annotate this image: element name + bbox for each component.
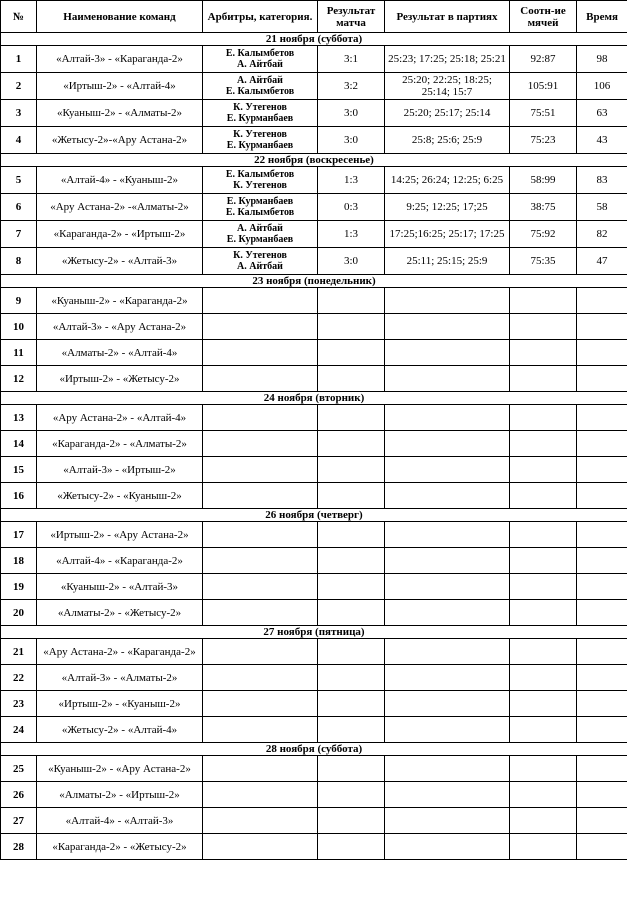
match-result xyxy=(318,756,385,782)
header-teams: Наименование команд xyxy=(37,1,203,33)
match-set-scores: 25:20; 25:17; 25:14 xyxy=(385,100,510,127)
match-ball-ratio xyxy=(510,340,577,366)
match-time xyxy=(577,522,627,548)
match-teams: «Иртыш-2» - «Куаныш-2» xyxy=(37,691,203,717)
match-set-scores xyxy=(385,457,510,483)
match-row xyxy=(1,340,627,366)
match-number: 5 xyxy=(1,167,37,194)
match-set-scores: 25:11; 25:15; 25:9 xyxy=(385,248,510,275)
header-referees: Арбитры, категория. xyxy=(203,1,318,33)
day-label: 23 ноября (понедельник) xyxy=(1,275,627,288)
match-referees xyxy=(203,717,318,743)
match-number: 11 xyxy=(1,340,37,366)
match-referees xyxy=(203,366,318,392)
match-row xyxy=(1,665,627,691)
match-teams: «Иртыш-2» - «Алтай-4» xyxy=(37,73,203,100)
match-time xyxy=(577,288,627,314)
match-set-scores xyxy=(385,665,510,691)
match-set-scores xyxy=(385,691,510,717)
match-referees xyxy=(203,756,318,782)
match-referees xyxy=(203,288,318,314)
match-number: 25 xyxy=(1,756,37,782)
match-time xyxy=(577,691,627,717)
referee-name: Е. Калымбетов xyxy=(225,86,295,97)
match-ball-ratio: 75:23 xyxy=(510,127,577,154)
match-teams: «Иртыш-2» - «Жетысу-2» xyxy=(37,366,203,392)
match-number: 1 xyxy=(1,46,37,73)
referee-name: А. Айтбай xyxy=(237,261,283,272)
match-number: 9 xyxy=(1,288,37,314)
match-ball-ratio xyxy=(510,756,577,782)
match-result: 3:0 xyxy=(318,100,385,127)
match-referees xyxy=(203,46,318,73)
match-row xyxy=(1,167,627,194)
match-result xyxy=(318,366,385,392)
match-ball-ratio: 92:87 xyxy=(510,46,577,73)
match-set-scores: 17:25;16:25; 25:17; 17:25 xyxy=(385,221,510,248)
match-set-scores xyxy=(385,782,510,808)
referee-name: Е. Курманбаев xyxy=(226,196,294,207)
match-time: 82 xyxy=(577,221,627,248)
match-row xyxy=(1,194,627,221)
day-header-row xyxy=(1,743,627,756)
match-row xyxy=(1,431,627,457)
match-referees xyxy=(203,834,318,860)
match-set-scores xyxy=(385,288,510,314)
match-teams: «Караганда-2» - «Алматы-2» xyxy=(37,431,203,457)
match-ball-ratio xyxy=(510,782,577,808)
match-referees xyxy=(203,782,318,808)
match-referees xyxy=(203,221,318,248)
match-number: 12 xyxy=(1,366,37,392)
day-label: 27 ноября (пятница) xyxy=(1,626,627,639)
match-time xyxy=(577,782,627,808)
match-result xyxy=(318,808,385,834)
match-referees xyxy=(203,73,318,100)
match-result xyxy=(318,600,385,626)
match-referees xyxy=(203,167,318,194)
match-set-scores: 25:8; 25:6; 25:9 xyxy=(385,127,510,154)
match-row xyxy=(1,46,627,73)
match-result: 3:1 xyxy=(318,46,385,73)
match-time: 98 xyxy=(577,46,627,73)
match-ball-ratio xyxy=(510,548,577,574)
match-referees xyxy=(203,100,318,127)
match-time xyxy=(577,834,627,860)
match-teams: «Алтай-3» - «Иртыш-2» xyxy=(37,457,203,483)
match-row xyxy=(1,221,627,248)
match-number: 16 xyxy=(1,483,37,509)
match-number: 26 xyxy=(1,782,37,808)
match-row xyxy=(1,717,627,743)
match-number: 20 xyxy=(1,600,37,626)
referee-name: Е. Калымбетов xyxy=(225,207,295,218)
header-result: Результат матча xyxy=(318,1,385,33)
match-teams: «Ару Астана-2» - «Караганда-2» xyxy=(37,639,203,665)
match-time xyxy=(577,457,627,483)
match-time: 43 xyxy=(577,127,627,154)
match-result xyxy=(318,691,385,717)
match-ball-ratio xyxy=(510,288,577,314)
match-time xyxy=(577,431,627,457)
referee-name: А. Айтбай xyxy=(237,59,283,70)
match-row xyxy=(1,756,627,782)
match-time: 58 xyxy=(577,194,627,221)
match-number: 4 xyxy=(1,127,37,154)
match-row xyxy=(1,834,627,860)
match-row xyxy=(1,782,627,808)
match-teams: «Алтай-4» - «Караганда-2» xyxy=(37,548,203,574)
match-result xyxy=(318,288,385,314)
match-referees xyxy=(203,314,318,340)
match-time: 47 xyxy=(577,248,627,275)
match-set-scores xyxy=(385,483,510,509)
match-time: 83 xyxy=(577,167,627,194)
match-number: 19 xyxy=(1,574,37,600)
match-result xyxy=(318,665,385,691)
match-number: 21 xyxy=(1,639,37,665)
match-result: 3:2 xyxy=(318,73,385,100)
match-teams: «Алтай-4» - «Алтай-3» xyxy=(37,808,203,834)
match-teams: «Куаныш-2» - «Ару Астана-2» xyxy=(37,756,203,782)
match-time xyxy=(577,483,627,509)
match-teams: «Куаныш-2» - «Караганда-2» xyxy=(37,288,203,314)
match-number: 24 xyxy=(1,717,37,743)
match-ball-ratio xyxy=(510,717,577,743)
match-number: 17 xyxy=(1,522,37,548)
match-set-scores xyxy=(385,639,510,665)
match-result: 1:3 xyxy=(318,167,385,194)
match-set-scores xyxy=(385,548,510,574)
match-result: 3:0 xyxy=(318,127,385,154)
match-row xyxy=(1,808,627,834)
table-header xyxy=(1,1,627,33)
match-set-scores xyxy=(385,600,510,626)
match-row xyxy=(1,639,627,665)
match-row xyxy=(1,73,627,100)
match-time xyxy=(577,340,627,366)
match-set-scores: 25:20; 22:25; 18:25; 25:14; 15:7 xyxy=(385,73,510,100)
match-teams: «Алматы-2» - «Жетысу-2» xyxy=(37,600,203,626)
match-time xyxy=(577,366,627,392)
match-ball-ratio xyxy=(510,431,577,457)
day-label: 26 ноября (четверг) xyxy=(1,509,627,522)
match-referees xyxy=(203,340,318,366)
match-referees xyxy=(203,600,318,626)
match-teams: «Караганда-2» - «Жетысу-2» xyxy=(37,834,203,860)
match-row xyxy=(1,483,627,509)
day-label: 21 ноября (суббота) xyxy=(1,33,627,46)
match-set-scores xyxy=(385,314,510,340)
match-time xyxy=(577,574,627,600)
match-time xyxy=(577,548,627,574)
match-row xyxy=(1,691,627,717)
match-ball-ratio xyxy=(510,639,577,665)
match-number: 10 xyxy=(1,314,37,340)
match-referees xyxy=(203,431,318,457)
match-teams: «Алматы-2» - «Иртыш-2» xyxy=(37,782,203,808)
match-set-scores xyxy=(385,431,510,457)
referee-name: А. Айтбай xyxy=(237,223,283,234)
day-header-row xyxy=(1,275,627,288)
header-time: Время xyxy=(577,1,627,33)
match-time xyxy=(577,600,627,626)
referee-name: К. Утегенов xyxy=(233,102,287,113)
match-teams: «Алтай-3» - «Ару Астана-2» xyxy=(37,314,203,340)
referee-name: Е. Калымбетов xyxy=(225,48,295,59)
match-ball-ratio xyxy=(510,314,577,340)
match-row xyxy=(1,288,627,314)
schedule-body xyxy=(1,33,627,860)
match-result xyxy=(318,782,385,808)
match-ball-ratio xyxy=(510,574,577,600)
match-result xyxy=(318,522,385,548)
match-time: 63 xyxy=(577,100,627,127)
match-set-scores xyxy=(385,574,510,600)
match-teams: «Алтай-3» - «Караганда-2» xyxy=(37,46,203,73)
day-header-row xyxy=(1,626,627,639)
match-set-scores xyxy=(385,405,510,431)
header-no: № xyxy=(1,1,37,33)
referee-name: Е. Курманбаев xyxy=(226,140,294,151)
match-ball-ratio xyxy=(510,665,577,691)
referee-name: К. Утегенов xyxy=(233,129,287,140)
match-ball-ratio: 75:51 xyxy=(510,100,577,127)
match-teams: «Алтай-3» - «Алматы-2» xyxy=(37,665,203,691)
day-label: 22 ноября (воскресенье) xyxy=(1,154,627,167)
match-ball-ratio xyxy=(510,808,577,834)
match-teams: «Куаныш-2» - «Алматы-2» xyxy=(37,100,203,127)
match-time xyxy=(577,314,627,340)
match-referees xyxy=(203,691,318,717)
match-time xyxy=(577,639,627,665)
match-number: 22 xyxy=(1,665,37,691)
match-result xyxy=(318,574,385,600)
match-teams: «Жетысу-2» - «Куаныш-2» xyxy=(37,483,203,509)
match-time xyxy=(577,405,627,431)
match-ball-ratio xyxy=(510,834,577,860)
match-referees xyxy=(203,127,318,154)
match-ball-ratio xyxy=(510,405,577,431)
match-result: 1:3 xyxy=(318,221,385,248)
match-set-scores xyxy=(385,366,510,392)
match-number: 2 xyxy=(1,73,37,100)
match-ball-ratio xyxy=(510,691,577,717)
match-teams: «Ару Астана-2» -«Алматы-2» xyxy=(37,194,203,221)
match-ball-ratio: 75:92 xyxy=(510,221,577,248)
match-number: 28 xyxy=(1,834,37,860)
match-row xyxy=(1,366,627,392)
match-result: 0:3 xyxy=(318,194,385,221)
match-result xyxy=(318,314,385,340)
match-ball-ratio: 105:91 xyxy=(510,73,577,100)
match-ball-ratio xyxy=(510,366,577,392)
match-ball-ratio xyxy=(510,522,577,548)
match-teams: «Ару Астана-2» - «Алтай-4» xyxy=(37,405,203,431)
match-time xyxy=(577,717,627,743)
match-referees xyxy=(203,639,318,665)
match-number: 15 xyxy=(1,457,37,483)
match-result xyxy=(318,717,385,743)
referee-name: К. Утегенов xyxy=(233,180,287,191)
day-label: 28 ноября (суббота) xyxy=(1,743,627,756)
match-referees xyxy=(203,405,318,431)
match-set-scores: 9:25; 12:25; 17;25 xyxy=(385,194,510,221)
referee-name: А. Айтбай xyxy=(237,75,283,86)
match-time xyxy=(577,665,627,691)
match-row xyxy=(1,248,627,275)
header-sets: Результат в партиях xyxy=(385,1,510,33)
match-number: 18 xyxy=(1,548,37,574)
match-set-scores xyxy=(385,522,510,548)
match-set-scores xyxy=(385,834,510,860)
match-ball-ratio: 75:35 xyxy=(510,248,577,275)
match-referees xyxy=(203,808,318,834)
match-set-scores: 14:25; 26:24; 12:25; 6:25 xyxy=(385,167,510,194)
match-result xyxy=(318,431,385,457)
match-number: 14 xyxy=(1,431,37,457)
match-referees xyxy=(203,522,318,548)
match-row xyxy=(1,574,627,600)
match-ball-ratio xyxy=(510,483,577,509)
match-row xyxy=(1,100,627,127)
match-number: 6 xyxy=(1,194,37,221)
match-row xyxy=(1,522,627,548)
match-number: 8 xyxy=(1,248,37,275)
day-header-row xyxy=(1,392,627,405)
match-result xyxy=(318,834,385,860)
match-row xyxy=(1,548,627,574)
match-result xyxy=(318,639,385,665)
match-time xyxy=(577,808,627,834)
match-result: 3:0 xyxy=(318,248,385,275)
match-row xyxy=(1,457,627,483)
day-header-row xyxy=(1,33,627,46)
match-number: 23 xyxy=(1,691,37,717)
match-number: 3 xyxy=(1,100,37,127)
match-number: 7 xyxy=(1,221,37,248)
match-teams: «Алтай-4» - «Куаныш-2» xyxy=(37,167,203,194)
match-referees xyxy=(203,665,318,691)
match-row xyxy=(1,405,627,431)
match-referees xyxy=(203,194,318,221)
match-result xyxy=(318,405,385,431)
match-result xyxy=(318,548,385,574)
match-row xyxy=(1,314,627,340)
referee-name: К. Утегенов xyxy=(233,250,287,261)
match-number: 13 xyxy=(1,405,37,431)
match-time xyxy=(577,756,627,782)
match-set-scores xyxy=(385,340,510,366)
match-referees xyxy=(203,457,318,483)
match-referees xyxy=(203,248,318,275)
day-label: 24 ноября (вторник) xyxy=(1,392,627,405)
match-teams: «Куаныш-2» - «Алтай-3» xyxy=(37,574,203,600)
match-set-scores xyxy=(385,756,510,782)
referee-name: Е. Курманбаев xyxy=(226,234,294,245)
match-referees xyxy=(203,548,318,574)
match-teams: «Караганда-2» - «Иртыш-2» xyxy=(37,221,203,248)
match-teams: «Алматы-2» - «Алтай-4» xyxy=(37,340,203,366)
match-result xyxy=(318,340,385,366)
match-referees xyxy=(203,574,318,600)
referee-name: Е. Калымбетов xyxy=(225,169,295,180)
match-row xyxy=(1,600,627,626)
day-header-row xyxy=(1,509,627,522)
header-ratio: Соотн-ие мячей xyxy=(510,1,577,33)
match-ball-ratio xyxy=(510,600,577,626)
match-row xyxy=(1,127,627,154)
match-referees xyxy=(203,483,318,509)
day-header-row xyxy=(1,154,627,167)
match-ball-ratio: 38:75 xyxy=(510,194,577,221)
referee-name: Е. Курманбаев xyxy=(226,113,294,124)
match-number: 27 xyxy=(1,808,37,834)
match-result xyxy=(318,483,385,509)
match-ball-ratio: 58:99 xyxy=(510,167,577,194)
match-set-scores xyxy=(385,717,510,743)
match-set-scores xyxy=(385,808,510,834)
match-teams: «Жетысу-2» - «Алтай-4» xyxy=(37,717,203,743)
match-time: 106 xyxy=(577,73,627,100)
match-result xyxy=(318,457,385,483)
match-teams: «Жетысу-2»-«Ару Астана-2» xyxy=(37,127,203,154)
match-ball-ratio xyxy=(510,457,577,483)
match-teams: «Жетысу-2» - «Алтай-3» xyxy=(37,248,203,275)
match-teams: «Иртыш-2» - «Ару Астана-2» xyxy=(37,522,203,548)
match-set-scores: 25:23; 17:25; 25:18; 25:21 xyxy=(385,46,510,73)
